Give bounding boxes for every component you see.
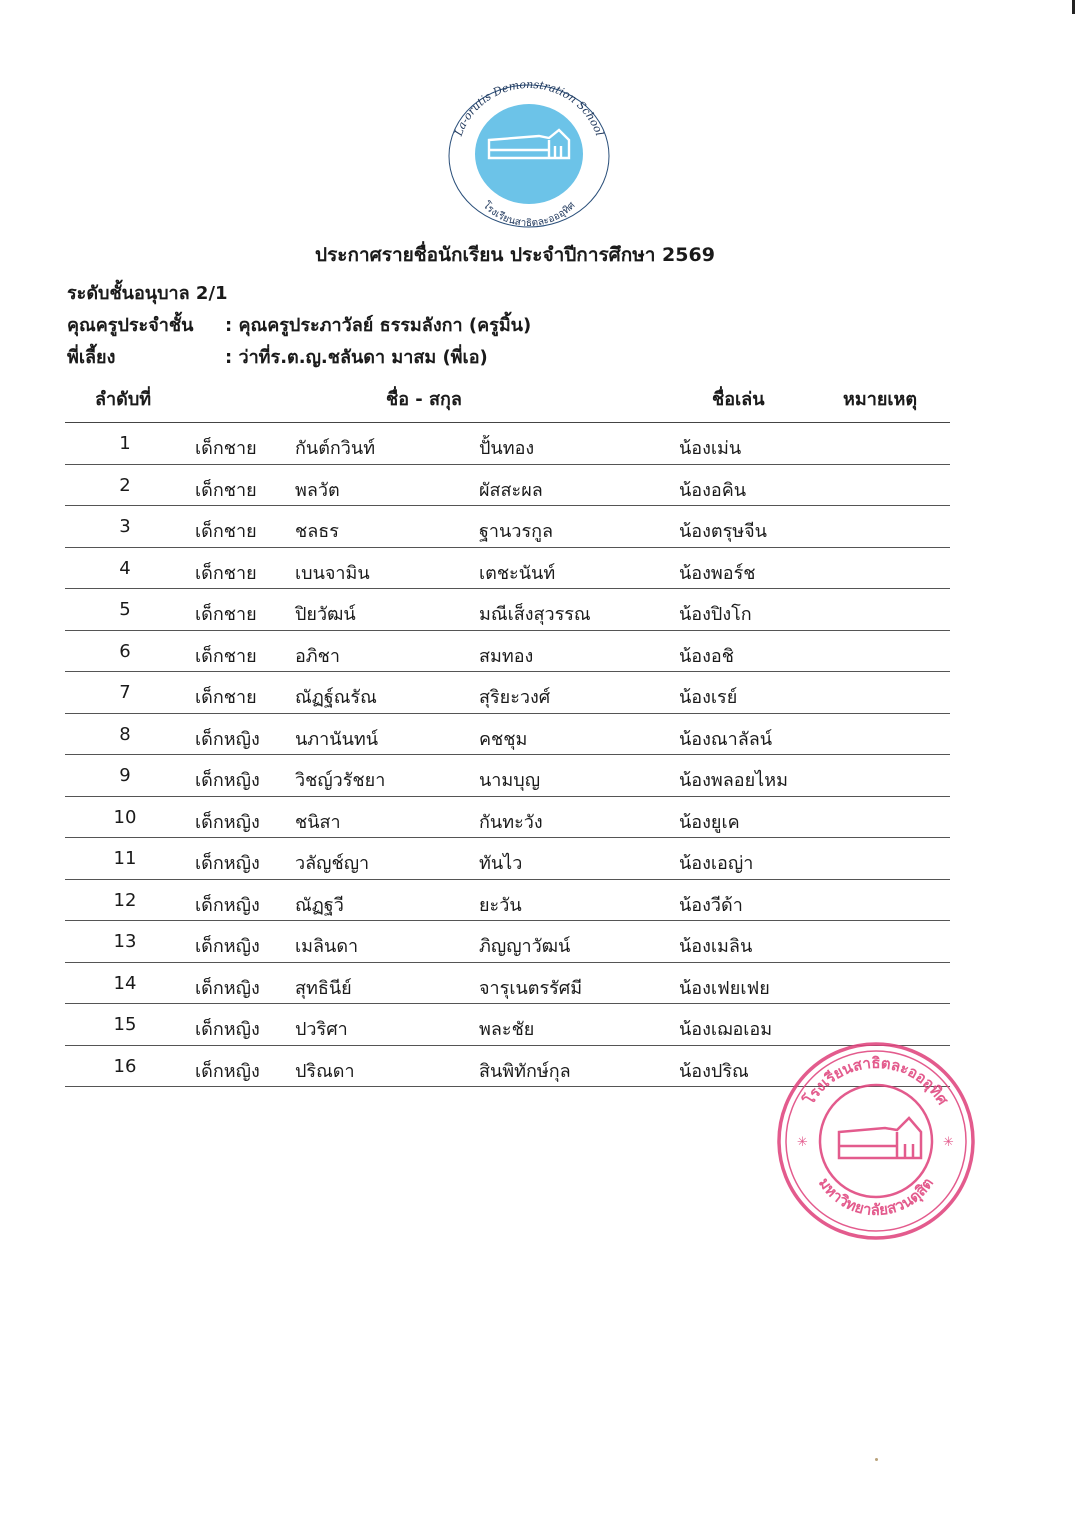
row-last-name: คชชุม xyxy=(479,728,528,750)
row-nickname: น้องปริณ xyxy=(679,1060,749,1082)
row-last-name: กันทะวัง xyxy=(479,811,543,833)
row-first-name: ปวริศา xyxy=(295,1019,348,1040)
table-row xyxy=(65,838,950,880)
table-row xyxy=(65,506,950,548)
paper-speck xyxy=(875,1458,878,1461)
class-level xyxy=(67,278,228,307)
stamp-star-right-icon: ✳ xyxy=(943,1135,954,1150)
row-nickname: น้องเฟยเฟย xyxy=(679,977,770,999)
table-row xyxy=(65,880,950,922)
row-nickname: น้องวีด้า xyxy=(679,894,743,916)
row-last-name: ทันไว xyxy=(479,853,523,874)
row-first-name: เบนจามิน xyxy=(295,562,370,584)
row-nickname: น้องเมลิน xyxy=(679,936,753,957)
row-number: 14 xyxy=(113,972,137,994)
row-last-name: มณีเส็งสุวรรณ xyxy=(479,604,591,625)
row-prefix: เด็กหญิง xyxy=(195,1060,260,1082)
caretaker-label: พี่เลี้ยง xyxy=(67,347,116,368)
page-title: ประกาศรายชื่อนักเรียน ประจำปีการศึกษา 2569 xyxy=(315,244,715,266)
row-first-name: อภิชา xyxy=(295,645,340,667)
row-last-name: สุริยะวงศ์ xyxy=(479,687,551,708)
row-first-name: ชนิสา xyxy=(295,811,341,833)
row-prefix: เด็กชาย xyxy=(195,687,257,708)
header-nickname: ชื่อเล่น xyxy=(712,389,765,410)
row-number: 10 xyxy=(113,806,137,828)
row-first-name: วิชญ์วรัชยา xyxy=(295,770,386,791)
table-row xyxy=(65,963,950,1005)
row-number: 4 xyxy=(119,557,131,579)
row-last-name: ผัสสะผล xyxy=(479,479,543,501)
row-last-name: ภิญญาวัฒน์ xyxy=(479,936,571,957)
row-last-name: ปั้นทอง xyxy=(479,438,535,459)
student-table xyxy=(65,422,950,1087)
table-row xyxy=(65,423,950,465)
row-last-name: สินพิทักษ์กุล xyxy=(479,1060,571,1082)
row-number: 16 xyxy=(113,1055,137,1077)
row-nickname: น้องยูเค xyxy=(679,811,740,833)
stamp-text-top: โรงเรียนสาธิตละอออุทิศ xyxy=(799,1053,952,1109)
row-number: 1 xyxy=(119,433,131,454)
table-row xyxy=(65,921,950,963)
class-level-text: ระดับชั้นอนุบาล 2/1 xyxy=(67,283,228,304)
row-last-name: ยะวัน xyxy=(479,894,522,916)
school-building-icon xyxy=(839,1118,921,1158)
logo-text-top: La-orutis Demonstration School xyxy=(451,78,607,138)
row-first-name: เมลินดา xyxy=(295,936,359,957)
homeroom-teacher xyxy=(67,310,531,339)
row-nickname: น้องเอญ่า xyxy=(679,853,754,874)
row-first-name: สุทธินีย์ xyxy=(295,977,352,999)
row-number: 8 xyxy=(119,723,131,745)
row-prefix: เด็กหญิง xyxy=(195,936,260,957)
table-row xyxy=(65,714,950,756)
row-first-name: ปริณดา xyxy=(295,1060,355,1082)
row-number: 12 xyxy=(113,889,137,911)
row-nickname: น้องปิงโก xyxy=(679,604,752,625)
row-prefix: เด็กชาย xyxy=(195,438,257,459)
row-nickname: น้องอชิ xyxy=(679,645,734,667)
official-stamp xyxy=(775,1040,977,1242)
row-prefix: เด็กชาย xyxy=(195,521,257,542)
row-prefix: เด็กชาย xyxy=(195,562,257,584)
row-last-name: นามบุญ xyxy=(479,770,541,791)
row-nickname: น้องเม่น xyxy=(679,438,742,459)
student-rows xyxy=(65,423,950,1087)
table-row xyxy=(65,589,950,631)
row-first-name: ณัฏฐวี xyxy=(295,894,344,916)
header-no: ลำดับที่ xyxy=(95,389,152,410)
row-first-name: ชลธร xyxy=(295,521,339,542)
row-first-name: กันต์กวินท์ xyxy=(295,438,376,459)
row-number: 2 xyxy=(119,474,131,496)
row-number: 9 xyxy=(119,765,131,786)
row-first-name: วลัญช์ญา xyxy=(295,853,370,874)
row-prefix: เด็กชาย xyxy=(195,479,257,501)
row-number: 6 xyxy=(119,640,131,662)
table-row xyxy=(65,548,950,590)
row-number: 13 xyxy=(113,931,137,952)
row-number: 3 xyxy=(119,516,131,537)
row-prefix: เด็กหญิง xyxy=(195,977,260,999)
stamp-star-left-icon: ✳ xyxy=(797,1135,808,1150)
caretaker xyxy=(67,342,488,371)
row-prefix: เด็กหญิง xyxy=(195,894,260,916)
row-prefix: เด็กหญิง xyxy=(195,770,260,791)
header-note: หมายเหตุ xyxy=(843,389,918,410)
homeroom-teacher-label: คุณครูประจำชั้น xyxy=(67,315,194,336)
table-row xyxy=(65,631,950,673)
homeroom-teacher-value: : คุณครูประภาวัลย์ ธรรมลังกา (ครูมิ้น) xyxy=(225,315,532,336)
stamp-text-bottom: มหาวิทยาลัยสวนดุสิต xyxy=(815,1174,937,1220)
row-number: 15 xyxy=(113,1014,137,1035)
row-nickname: น้องตรุษจีน xyxy=(679,521,767,542)
row-last-name: จารุเนตรรัศมี xyxy=(479,977,583,999)
row-number: 7 xyxy=(119,682,131,703)
row-nickname: น้องณาลัลน์ xyxy=(679,728,773,750)
school-logo xyxy=(445,78,613,228)
header-name: ชื่อ - สกุล xyxy=(386,389,462,410)
row-last-name: สมทอง xyxy=(479,645,534,667)
table-row xyxy=(65,755,950,797)
row-first-name: ปิยวัฒน์ xyxy=(295,604,356,625)
logo-text-bottom: โรงเรียนสาธิตละอออุทิศ xyxy=(480,200,578,228)
row-prefix: เด็กหญิง xyxy=(195,811,260,833)
table-row xyxy=(65,465,950,507)
row-prefix: เด็กหญิง xyxy=(195,853,260,874)
row-first-name: ณัฏฐ์ณรัณ xyxy=(295,687,377,708)
row-last-name: เตชะนันท์ xyxy=(479,562,556,584)
row-number: 5 xyxy=(119,599,131,620)
table-row xyxy=(65,797,950,839)
row-nickname: น้องพลอยไหม xyxy=(679,770,788,791)
caretaker-value: : ว่าที่ร.ต.ญ.ชลันดา มาสม (พี่เอ) xyxy=(225,347,488,368)
row-first-name: พลวัต xyxy=(295,479,340,501)
row-prefix: เด็กหญิง xyxy=(195,1019,260,1040)
row-nickname: น้องพอร์ช xyxy=(679,562,756,584)
row-prefix: เด็กชาย xyxy=(195,604,257,625)
row-last-name: พละชัย xyxy=(479,1019,535,1040)
table-row xyxy=(65,672,950,714)
row-nickname: น้องอคิน xyxy=(679,479,747,501)
row-prefix: เด็กหญิง xyxy=(195,728,260,750)
row-nickname: น้องเรย์ xyxy=(679,687,738,708)
row-nickname: น้องเฌอเอม xyxy=(679,1019,773,1040)
row-first-name: นภานันทน์ xyxy=(295,728,379,750)
row-number: 11 xyxy=(113,848,137,869)
row-prefix: เด็กชาย xyxy=(195,645,257,667)
row-last-name: ฐานวรกูล xyxy=(479,521,554,542)
